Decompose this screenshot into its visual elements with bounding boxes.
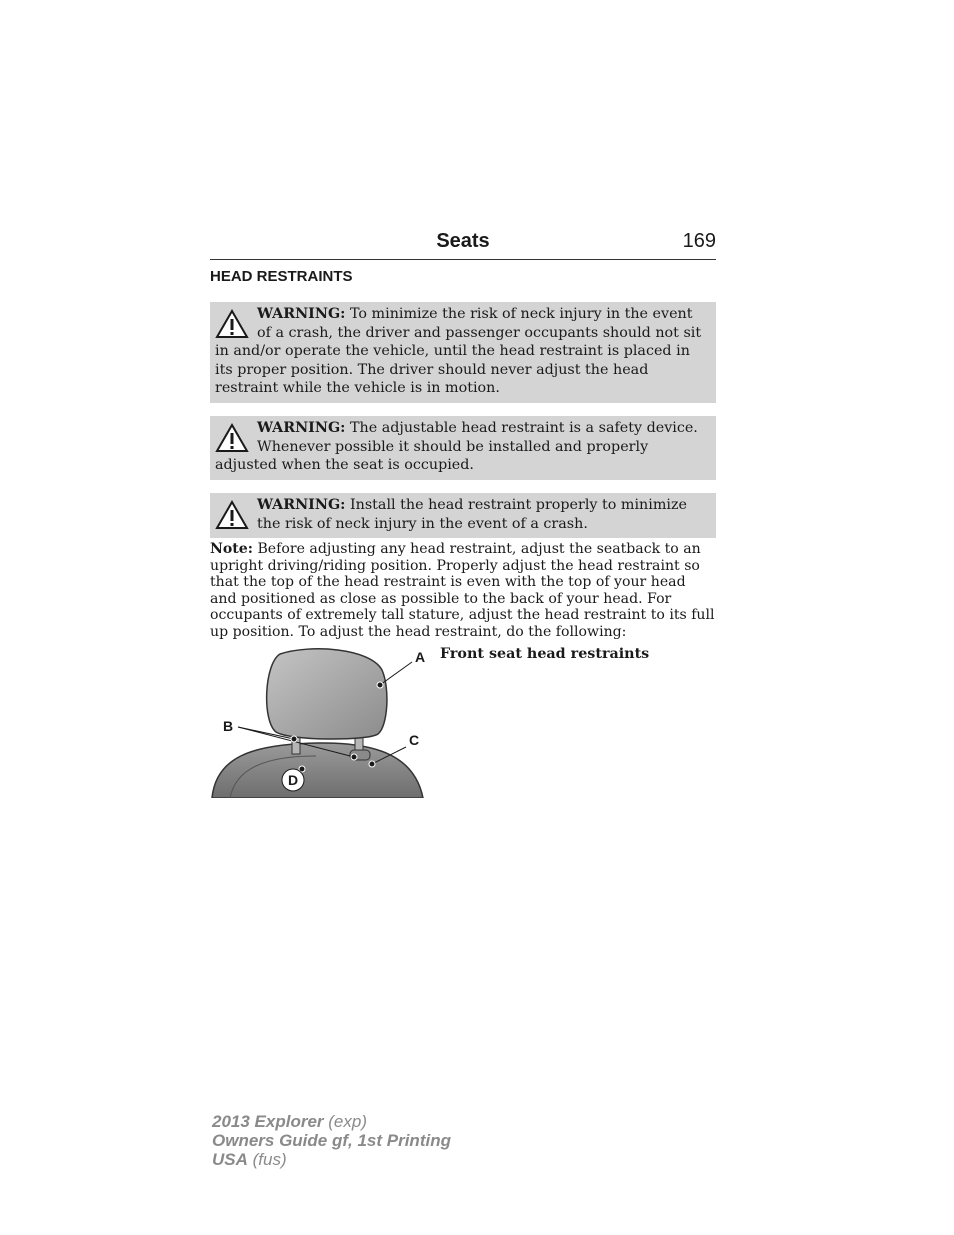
footer-line-3 [212, 1150, 451, 1169]
note-text: Before adjusting any head restraint, adjust the seatback to an upright driving/riding position. Properly adjust the head restraint so that the top of the head restraint is even with the top of your head and positioned as close as possible to the back of your head. For occupants of extremely tall stature, adjust the head restraint to its full up position. [210, 541, 715, 640]
label-c: C [409, 732, 420, 748]
warning-triangle-icon [215, 423, 249, 453]
page-number: 169 [682, 230, 716, 252]
section-heading: HEAD RESTRAINTS [210, 268, 353, 285]
warning-box-3 [210, 493, 716, 538]
note-label: Note: [210, 541, 253, 557]
footer [212, 1112, 451, 1169]
footer-guide: Owners Guide gf, 1st Printing [212, 1131, 451, 1150]
warning-triangle-icon [215, 309, 249, 339]
footer-market-code: (fus) [252, 1150, 287, 1169]
page-header [210, 229, 716, 260]
label-d: D [288, 772, 299, 788]
warning-label: WARNING: [257, 497, 346, 513]
footer-model: 2013 Explorer [212, 1112, 324, 1131]
head-restraint-illustration [210, 646, 426, 798]
footer-model-code: (exp) [328, 1112, 367, 1131]
warning-text: Install the head restraint properly to minimize the risk of neck injury in the event of a crash. [257, 497, 687, 532]
footer-line-1 [212, 1112, 451, 1131]
warning-label: WARNING: [257, 420, 346, 436]
footer-line-2 [212, 1131, 451, 1150]
warning-box-1 [210, 302, 716, 403]
warning-text: To minimize the risk of neck injury in the event of a crash, the driver and passenger occupants should not sit in and/or operate the vehicle, until the head restraint is placed in its proper position. The driver should never adjust the head restraint while the vehicle is in motion. [215, 306, 702, 397]
warning-triangle-icon [215, 500, 249, 530]
warning-box-2 [210, 416, 716, 480]
note-instruction: To adjust the head restraint, do the following: [298, 623, 627, 640]
footer-market: USA [212, 1150, 248, 1169]
warning-text: The adjustable head restraint is a safety device. Whenever possible it should be installed and properly adjusted when the seat is occupied. [215, 420, 698, 474]
section-title: Seats [436, 230, 490, 252]
note-paragraph [210, 541, 716, 640]
label-b: B [223, 718, 234, 734]
warning-label: WARNING: [257, 306, 346, 322]
label-a: A [415, 649, 426, 665]
figure-caption: Front seat head restraints [440, 646, 650, 662]
